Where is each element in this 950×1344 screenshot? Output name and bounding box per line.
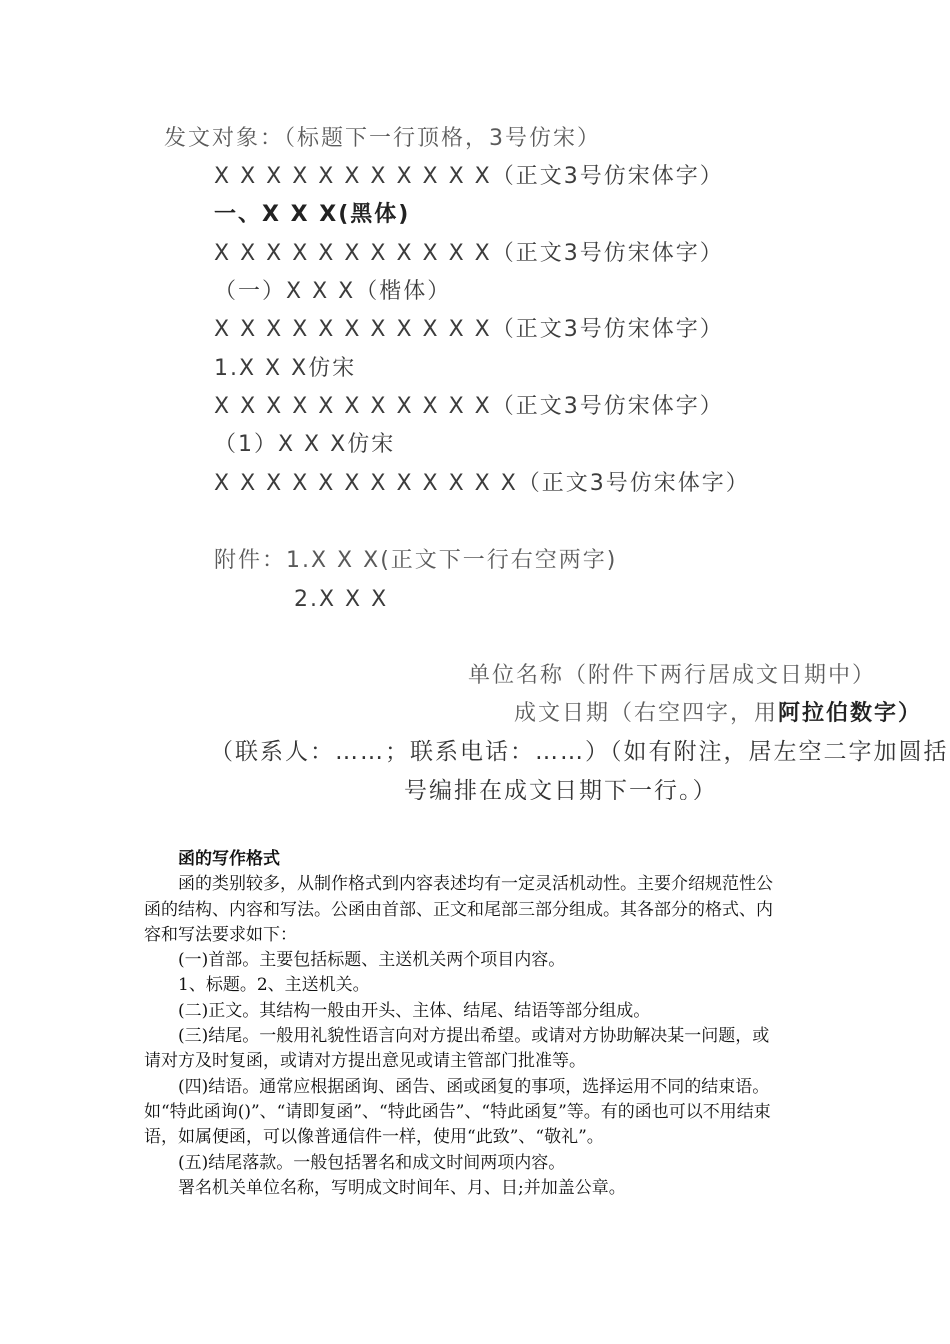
attachment-line-2: 2.X X X [294, 587, 389, 612]
attachment-line-1: 附件：1.X X X(正文下一行右空两字) [214, 548, 618, 573]
letter-format-section [144, 847, 784, 1201]
date-line: 成文日期（右空四字，用阿拉伯数字） [514, 701, 923, 726]
contact-line-2: 号编排在成文日期下一行。） [404, 778, 718, 800]
body-text-line-3: X X X X X X X X X X X（正文3号仿宋体字） [214, 317, 724, 342]
contact-line-1: （联系人：……；联系电话：……）（如有附注，居左空二字加圆括 [210, 739, 949, 765]
section-heading: 函的写作格式 [178, 849, 280, 869]
signature-detail-paragraph: 署名机关单位名称，写明成文时间年、月、日;并加盖公章。 [178, 1177, 626, 1198]
level-3-heading-line: 1.X X X仿宋 [214, 356, 357, 381]
head-items-paragraph: 1、标题。2、主送机关。 [178, 975, 370, 996]
ending-paragraph: (三)结尾。一般用礼貌性语言向对方提出希望。或请对方协助解决某一问题，或请对方及时复函，或请对方提出意见或请主管部门批准等。 [144, 1026, 770, 1072]
closing-phrase-paragraph: (四)结语。通常应根据函询、函告、函或函复的事项，选择运用不同的结束语。如“特此函询()”、“请即复函”、“特此函告”、“特此函复”等。有的函也可以不用结束语，如属便函，可以像普通信件一样，使用“此致”、“敬礼”。 [144, 1076, 771, 1148]
head-part-paragraph: (一)首部。主要包括标题、主送机关两个项目内容。 [178, 950, 566, 971]
body-text-line-5: X X X X X X X X X X X X（正文3号仿宋体字） [214, 471, 750, 496]
body-text-line-1: X X X X X X X X X X X（正文3号仿宋体字） [214, 164, 724, 189]
body-text-line-4: X X X X X X X X X X X（正文3号仿宋体字） [214, 394, 724, 419]
recipient-line: 发文对象：（标题下一行顶格，3号仿宋） [164, 126, 601, 151]
intro-paragraph: 函的类别较多，从制作格式到内容表述均有一定灵活机动性。主要介绍规范性公函的结构、内容和写法。公函由首部、正文和尾部三部分组成。其各部分的格式、内容和写法要求如下： [144, 874, 773, 945]
unit-name-line: 单位名称（附件下两行居成文日期中） [468, 663, 877, 688]
body-text-line-2: X X X X X X X X X X X（正文3号仿宋体字） [214, 241, 724, 266]
level-2-heading-line: （一）X X X（楷体） [214, 279, 452, 304]
signature-paragraph: (五)结尾落款。一般包括署名和成文时间两项内容。 [178, 1152, 566, 1173]
level-4-heading-line: （1）X X X仿宋 [214, 432, 396, 457]
level-1-heading-line: 一、X X X(黑体) [214, 202, 411, 227]
main-text-paragraph: (二)正文。其结构一般由开头、主体、结尾、结语等部分组成。 [178, 1000, 651, 1021]
